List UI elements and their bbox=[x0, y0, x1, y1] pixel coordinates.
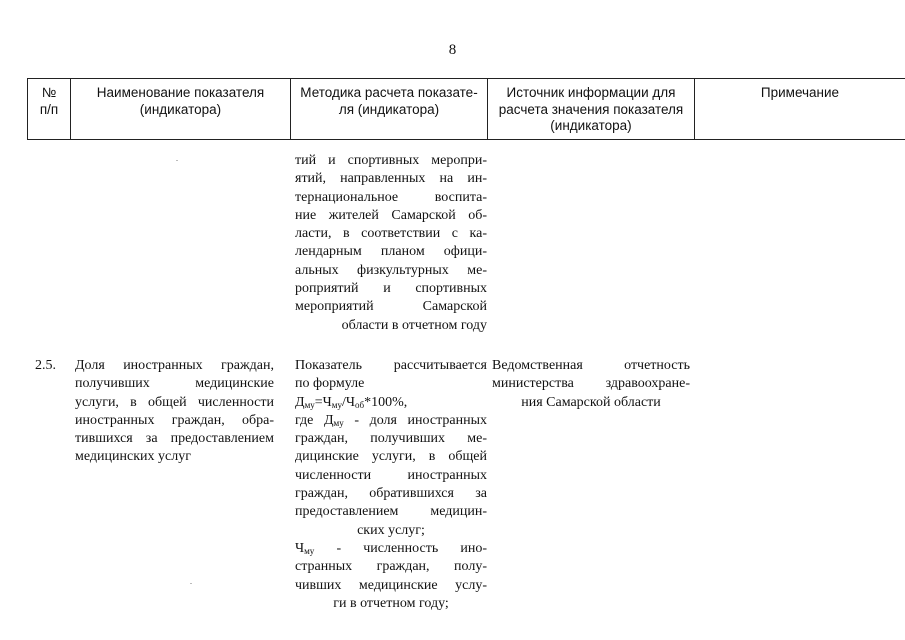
formula: $Д_{му}=Ч_{му}/Ч_{об}*100\%$, bbox=[295, 394, 408, 410]
text-line: ятий, направленных на ин- bbox=[295, 171, 487, 187]
text-line: тернациональное воспита- bbox=[295, 189, 487, 205]
table-header bbox=[27, 78, 905, 140]
header-indicator-name: Наименование показателя (индикатора) bbox=[71, 79, 291, 140]
text-line: министерства здравоохране- bbox=[492, 376, 690, 392]
indicator-name bbox=[75, 357, 274, 467]
method-continuation bbox=[295, 152, 487, 335]
text-line: граждан, обратившихся за bbox=[295, 486, 487, 502]
text-line: ских услуг; bbox=[357, 522, 425, 538]
text-line: ласти, в соответствии с ка- bbox=[295, 226, 487, 242]
text-line: чивших медицинские услу- bbox=[295, 577, 487, 593]
text-line: медицинских услуг bbox=[75, 449, 191, 465]
text-line: Показатель рассчитывается bbox=[295, 358, 487, 373]
text-line: ние жителей Самарской об- bbox=[295, 207, 487, 223]
header-source: Источник информации для расчета значения показателя (индикатора) bbox=[488, 79, 695, 140]
text-line: граждан, получивших ме- bbox=[295, 431, 487, 447]
scan-speck bbox=[190, 583, 192, 584]
text-line: иностранных граждан, обра- bbox=[75, 412, 274, 428]
text-line: роприятий и спортивных bbox=[295, 281, 487, 297]
text-line: услуги, в общей численности bbox=[75, 394, 274, 410]
text-line: мероприятий Самарской bbox=[295, 299, 487, 315]
header-number: № п/п bbox=[28, 79, 71, 140]
text-line: тий и спортивных меропри- bbox=[295, 153, 487, 168]
text-line: по формуле bbox=[295, 376, 365, 392]
text-line: Ведомственная отчетность bbox=[492, 358, 690, 373]
definition-d: где $Д_{му}$ - доля иностранных bbox=[295, 412, 487, 428]
scan-speck bbox=[176, 160, 178, 161]
header-note: Примечание bbox=[695, 79, 905, 140]
text-line: альных физкультурных ме- bbox=[295, 262, 487, 278]
calculation-method bbox=[295, 357, 487, 613]
header-method: Методика расчета показате- ля (индикатора) bbox=[291, 79, 488, 140]
text-line: ги в отчетном году; bbox=[333, 595, 449, 611]
definition-ch: $Ч_{му}$ - численность ино- bbox=[295, 540, 487, 556]
text-line: странных граждан, полу- bbox=[295, 559, 487, 575]
text-line: Доля иностранных граждан, bbox=[75, 358, 274, 373]
text-line: тившихся за предоставлением bbox=[75, 431, 274, 447]
text-line: ния Самарской области bbox=[521, 394, 661, 410]
text-line: дицинские услуги, в общей bbox=[295, 449, 487, 465]
text-line: лендарным планом офици- bbox=[295, 244, 487, 260]
row-number: 2.5. bbox=[35, 358, 56, 373]
information-source bbox=[492, 357, 690, 412]
text-line: получивших медицинские bbox=[75, 376, 274, 392]
page-number: 8 bbox=[448, 42, 457, 58]
text-line: предоставлением медицин- bbox=[295, 504, 487, 520]
text-line: области в отчетном году bbox=[341, 317, 487, 333]
text-line: численности иностранных bbox=[295, 467, 487, 483]
